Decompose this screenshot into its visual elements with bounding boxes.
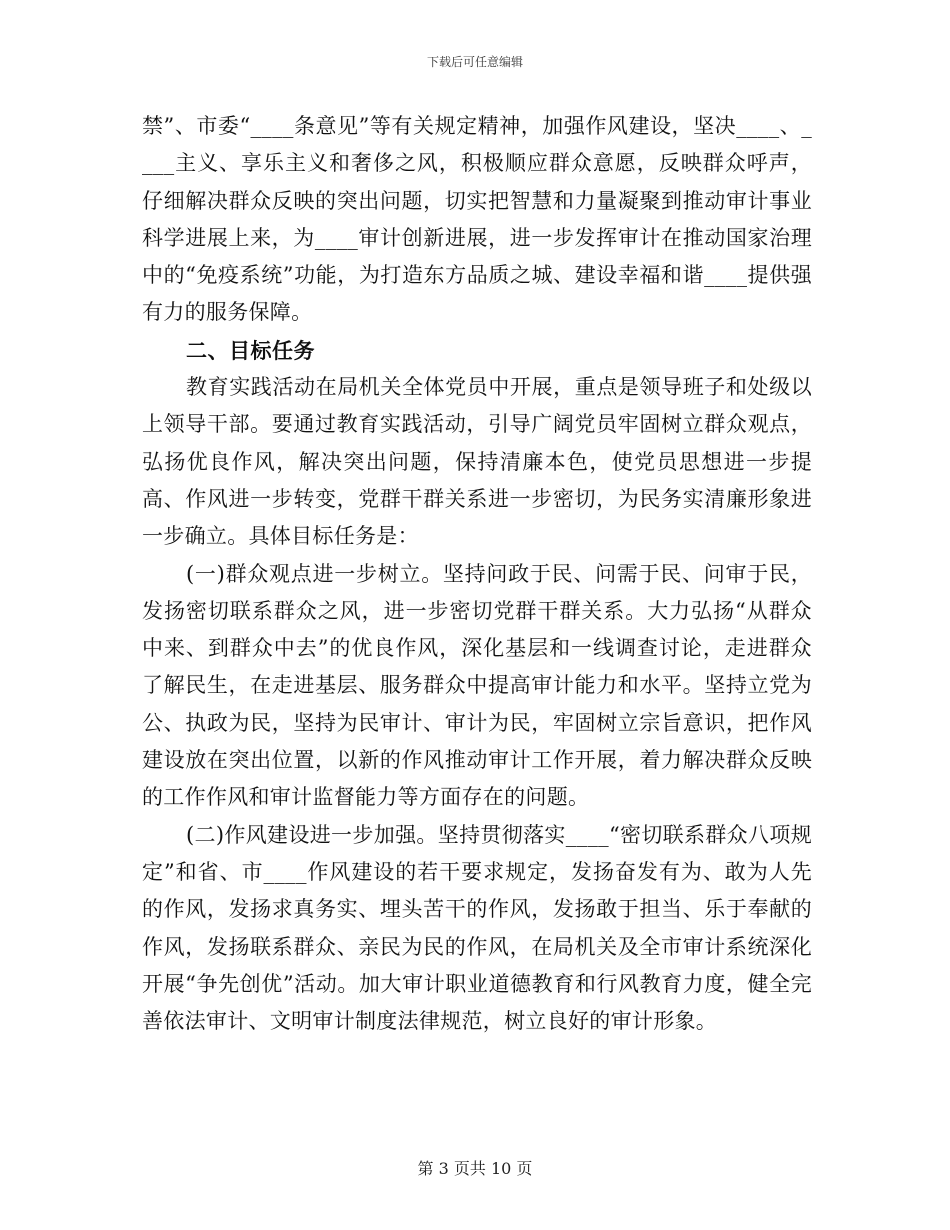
document-body [142, 108, 812, 1040]
page-number-footer: 第 3 页共 10 页 [417, 1159, 533, 1178]
section-heading-goals: 二、目标任务 [186, 337, 315, 363]
paragraph-goals-intro: 教育实践活动在局机关全体党员中开展，重点是领导班子和处级以上领导干部。要通过教育实践活动，引导广阔党员牢固树立群众观点，弘扬优良作风，解决突出问题，保持清廉本色，使党员思想进一步提高、作风进一步转变，党群干群关系进一步密切，为民务实清廉形象进一步确立。具体目标任务是： [142, 375, 812, 549]
paragraph-item-1: (一)群众观点进一步树立。坚持问政于民、问需于民、问审于民，发扬密切联系群众之风，进一步密切党群干群关系。大力弘扬“从群众中来、到群众中去”的优良作风，深化基层和一线调查讨论，走进群众了解民生，在走进基层、服务群众中提高审计能力和水平。坚持立党为公、执政为民，坚持为民审计、审计为民，牢固树立宗旨意识，把作风建设放在突出位置，以新的作风推动审计工作开展，着力解决群众反映的工作作风和审计监督能力等方面存在的问题。 [142, 561, 812, 810]
header-note: 下载后可任意编辑 [426, 55, 523, 69]
paragraph-item-2: (二)作风建设进一步加强。坚持贯彻落实____“密切联系群众八项规定”和省、市____作风建设的若干要求规定，发扬奋发有为、敢为人先的作风，发扬求真务实、埋头苦干的作风，发扬敢于担当、乐于奉献的作风，发扬联系群众、亲民为民的作风，在局机关及全市审计系统深化开展“争先创优”活动。加大审计职业道德教育和行风教育力度，健全完善依法审计、文明审计制度法律规范，树立良好的审计形象。 [142, 822, 812, 1034]
paragraph-continuation: 禁”、市委“____条意见”等有关规定精神，加强作风建设，坚决____、____主义、享乐主义和奢侈之风，积极顺应群众意愿，反映群众呼声，仔细解决群众反映的突出问题，切实把智慧和力量凝聚到推动审计事业科学进展上来，为____审计创新进展，进一步发挥审计在推动国家治理中的“免疫系统”功能，为打造东方品质之城、建设幸福和谐____提供强有力的服务保障。 [142, 114, 812, 325]
